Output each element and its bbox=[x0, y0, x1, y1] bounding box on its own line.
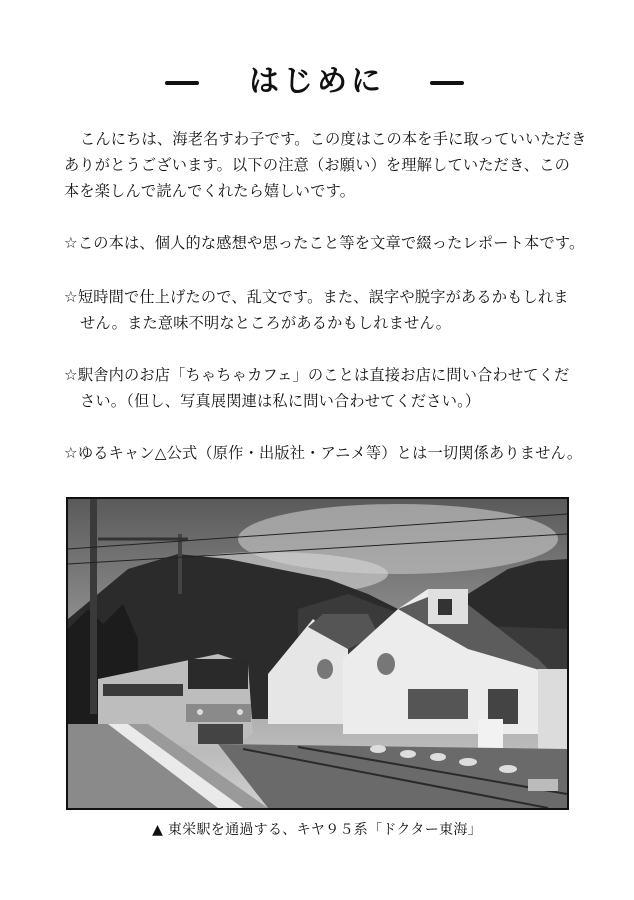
note-line: ☆短時間で仕上げたので、乱文です。また、誤字や脱字があるかもしれま bbox=[64, 288, 569, 306]
photo-caption: ▲ 東栄駅を通過する、キヤ９５系「ドクター東海」 bbox=[152, 822, 482, 838]
intro-paragraph bbox=[64, 126, 587, 204]
note-line: さい。（但し、写真展関連は私に問い合わせてください。） bbox=[80, 392, 481, 410]
intro-line: ありがとうございます。以下の注意（お願い）を理解していただき、この bbox=[64, 156, 570, 174]
note-item bbox=[64, 362, 574, 414]
note-line: ☆ゆるキャン△公式（原作・出版社・アニメ等）とは一切関係ありません。 bbox=[64, 444, 583, 462]
station-photo-illustration bbox=[68, 499, 567, 808]
note-line: ☆駅舎内のお店「ちゃちゃカフェ」のことは直接お店に問い合わせてくだ bbox=[64, 366, 570, 384]
note-item bbox=[64, 284, 574, 336]
title-dash-right bbox=[430, 81, 464, 85]
page-title-row bbox=[0, 62, 634, 102]
intro-line: 本を楽しんで読んでくれたら嬉しいです。 bbox=[64, 182, 356, 200]
intro-line: こんにちは、海老名すわ子です。この度はこの本を手に取っていいただき bbox=[80, 130, 587, 148]
note-item bbox=[64, 440, 583, 466]
note-line: せん。また意味不明なところがあるかもしれません。 bbox=[80, 314, 452, 332]
page-title: はじめに bbox=[249, 64, 385, 99]
note-item bbox=[64, 230, 585, 256]
note-line: ☆この本は、個人的な感想や思ったこと等を文章で綴ったレポート本です。 bbox=[64, 234, 585, 252]
station-photo bbox=[66, 497, 569, 810]
